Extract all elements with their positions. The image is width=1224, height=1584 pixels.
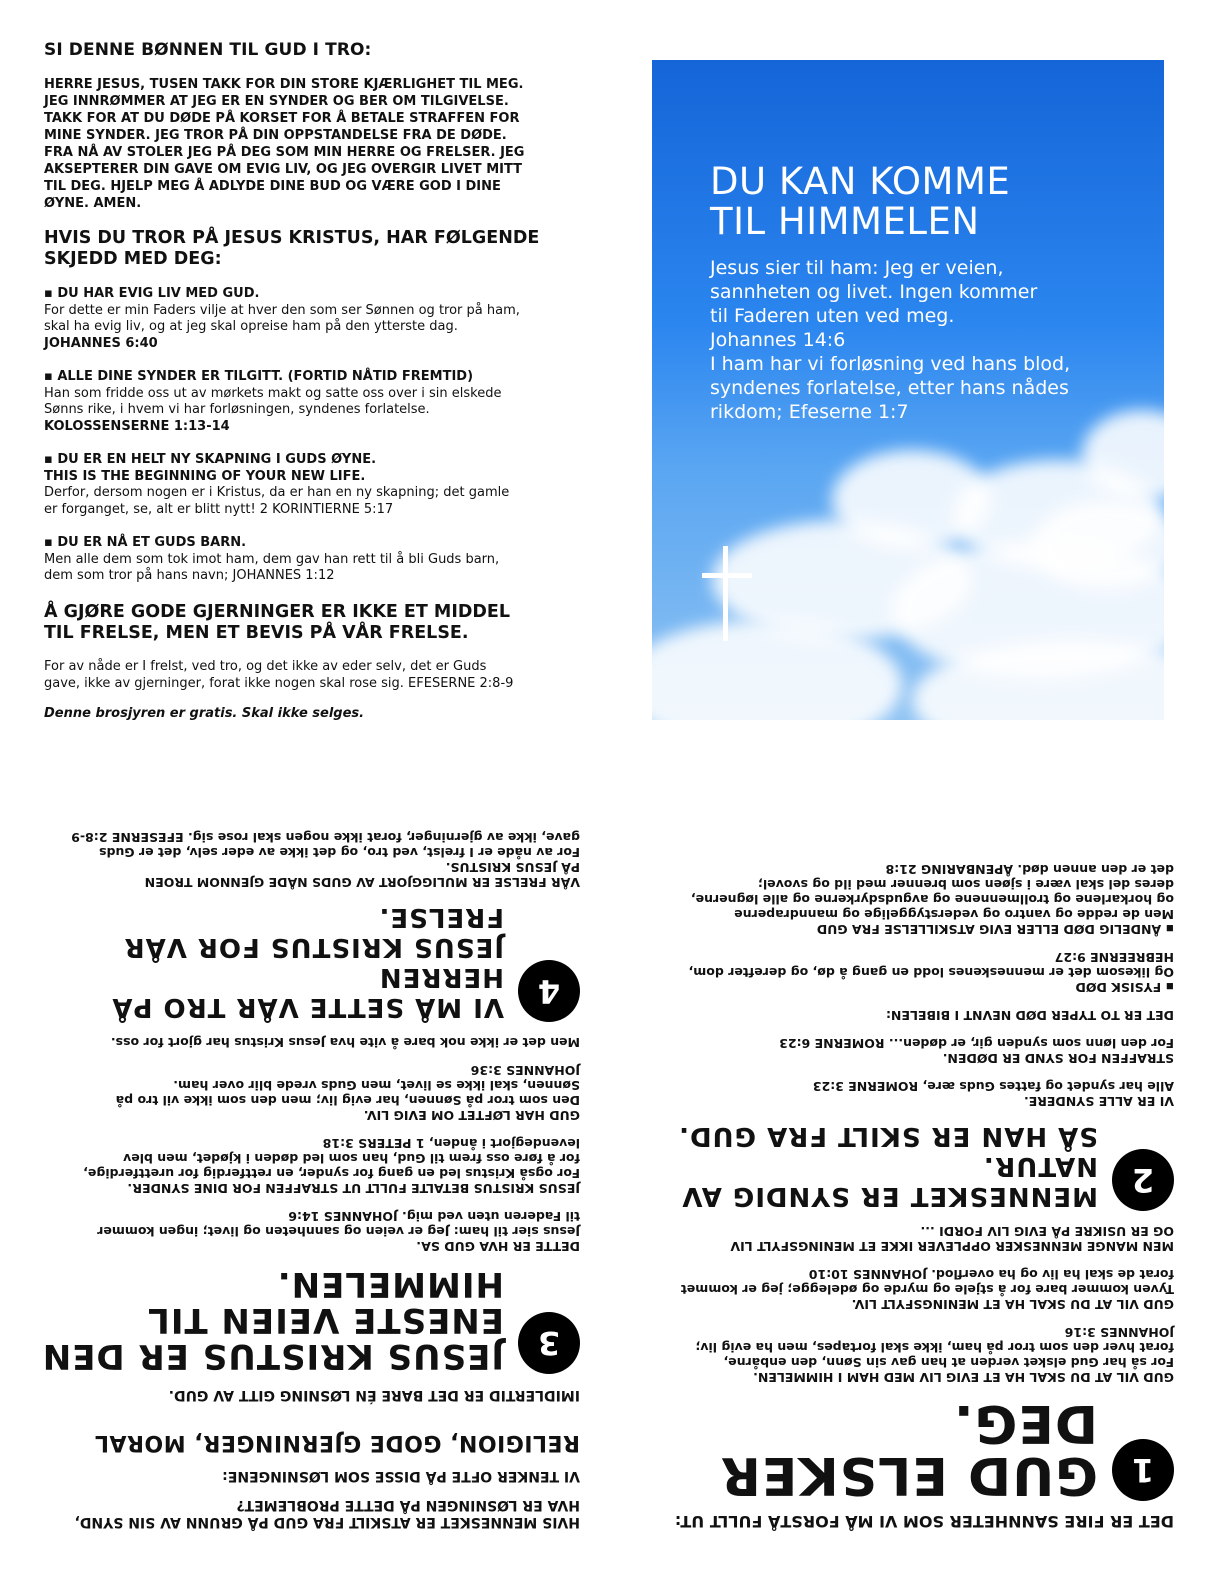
closing-line: For av nåde er I frelst, ved tro, og det ikke av eder selv, det er Guds bbox=[44, 658, 487, 674]
section-paragraph bbox=[634, 1325, 1174, 1385]
section-paragraph bbox=[634, 1079, 1174, 1109]
section-number-badge: 4 bbox=[518, 960, 580, 1022]
card-title-line: TIL HIMMELEN bbox=[710, 200, 980, 243]
assurance-head: ▪ ALLE DINE SYNDER ER TILGITT. (FORTID NÅTID FREMTID) bbox=[44, 369, 474, 384]
paragraph-line: HEBREERNE 9:27 bbox=[1054, 950, 1174, 965]
paragraph-line: JOHANNES 3:36 bbox=[470, 1063, 580, 1078]
section-title-line: MENNESKET ER SYNDIG AV NATUR. bbox=[681, 1151, 1098, 1211]
assurance-body: Derfor, dersom nogen er i Kristus, da er han en ny skapning; det gamle bbox=[44, 485, 510, 500]
card-verse-line: syndenes forlatelse, etter hans nådes bbox=[710, 377, 1069, 399]
closing-line: gave, ikke av gjerninger, forat ikke nogen skal rose sig. EFESERNE 2:8-9 bbox=[44, 675, 514, 691]
if-believe-heading-line: HVIS DU TROR PÅ JESUS KRISTUS, HAR FØLGENDE bbox=[44, 228, 540, 248]
solutions-subhead: RELIGION, GODE GJERNINGER, MORAL bbox=[94, 1430, 580, 1455]
card-verse-line: I ham har vi forløsning ved hans blod, bbox=[710, 353, 1071, 375]
assurance-body: Han som fridde oss ut av mørkets makt og satte oss over i sin elskede bbox=[44, 385, 502, 401]
section-title-line: VI MÅ SETTE VÅR TRO PÅ HERREN bbox=[111, 962, 504, 1022]
paragraph-line: forat hver den som tror på ham, ikke skal fortapes, men ha evig liv; bbox=[695, 1340, 1174, 1355]
paragraph-line: Og likesom det er menneskenes lodd en gang å dø, og derefter dom, bbox=[688, 965, 1174, 980]
paragraph-line: Tyven kommer bare for å stjele og myrde og ødelegge; jeg er kommet bbox=[680, 1282, 1174, 1297]
paragraph-line: For av nåde er I frelst, ved tro, og det ikke av eder selv, det er Guds bbox=[99, 845, 580, 860]
paragraph-lead: DETTE ER HVA GUD SA. bbox=[416, 1239, 580, 1254]
intro-line: DET ER FIRE SANNHETER SOM VI MÅ FORSTÅ FULLT UT: bbox=[674, 1512, 1174, 1531]
paragraph-lead: GUD VIL AT DU SKAL HA ET EVIG LIV MED HAM I HIMMELEN. bbox=[753, 1370, 1174, 1385]
section-title: GUD ELSKER DEG. bbox=[719, 1393, 1098, 1505]
assurance-head: ▪ DU HAR EVIG LIV MED GUD. bbox=[44, 286, 260, 301]
assurance-head: ▪ DU ER NÅ ET GUDS BARN. bbox=[44, 535, 247, 550]
prayer-heading: SI DENNE BØNNEN TIL GUD I TRO: bbox=[44, 40, 372, 60]
prayer-line: TIL DEG. HJELP MEG Å ADLYDE DINE BUD OG VÆRE GOD I DINE bbox=[44, 179, 501, 194]
panel-sections-3-4 bbox=[40, 830, 580, 1530]
card-verse-line: sannheten og livet. Ingen kommer bbox=[710, 281, 1038, 303]
section-1-header bbox=[634, 1393, 1174, 1505]
paragraph-lead: ▪ FYSISK DØD bbox=[1075, 980, 1174, 995]
assurance-ref: JOHANNES 6:40 bbox=[44, 335, 158, 351]
section-title-line: SÅ HAN ER SKILT FRA GUD. bbox=[678, 1121, 1098, 1151]
paragraph-lead: GUD HAR LØFTET OM EVIG LIV. bbox=[363, 1108, 580, 1123]
card-verse-line: Jesus sier til ham: Jeg er veien, bbox=[710, 257, 1004, 279]
paragraph-lead: DET ER TO TYPER DØD NEVNT I BIBELEN: bbox=[885, 1008, 1174, 1023]
paragraph-line: Den som tror på Sønnen, har evig liv; men den som ikke vil tro på bbox=[115, 1093, 580, 1108]
intro-line: IMIDLERTID ER DET BARE ÉN LØSNING GITT AV GUD. bbox=[168, 1387, 580, 1403]
section-title-line: HIMMELEN. bbox=[276, 1264, 504, 1304]
paragraph-line: og horkarlene og trollmennene og avgudsdyrkerne og alle løgnerne, bbox=[690, 892, 1174, 907]
paragraph-line: for å føre oss frem til Gud, han som led døden i kjødet, men blev bbox=[123, 1151, 580, 1166]
intro-line: VI TENKER OFTE PÅ DISSE SOM LØSNINGENE: bbox=[222, 1468, 580, 1484]
intro-line: HVIS MENNESKET ER ATSKILT FRA GUD PÅ GRUNN AV SIN SYND, bbox=[74, 1514, 580, 1530]
prayer-line: HERRE JESUS, TUSEN TAKK FOR DIN STORE KJÆRLIGHET TIL MEG. bbox=[44, 77, 524, 92]
cross-vertical bbox=[723, 546, 728, 641]
assurance-ref: KOLOSSENSERNE 1:13-14 bbox=[44, 418, 230, 434]
paragraph-lead: OG ER USIKRE PÅ EVIG LIV FORDI ... bbox=[920, 1224, 1174, 1239]
section-2-header bbox=[634, 1121, 1174, 1211]
paragraph-line: Sønnen, skal ikke se livet, men Guds vrede blir over ham. bbox=[173, 1078, 580, 1093]
section-number-badge: 3 bbox=[518, 1312, 580, 1374]
sky-card bbox=[652, 60, 1164, 720]
section-title bbox=[634, 1121, 1098, 1211]
intro-line: HVA ER LØSNINGEN PÅ DETTE PROBLEMET? bbox=[236, 1497, 580, 1513]
card-title-line: DU KAN KOMME bbox=[710, 160, 1011, 203]
assurance-point bbox=[44, 286, 604, 352]
closing-verse bbox=[44, 658, 604, 692]
card-verse bbox=[710, 256, 1130, 424]
section-title-line: ENESTE VEIEN TIL bbox=[147, 1300, 504, 1340]
section-paragraph bbox=[634, 1224, 1174, 1254]
paragraph-line: Men de redde og vantro og vederstyggelige og manndraperne bbox=[734, 907, 1174, 922]
prayer-line: MINE SYNDER. JEG TROR PÅ DIN OPPSTANDELSE FRA DE DØDE. bbox=[44, 128, 507, 143]
paragraph-line: Jesus sier til ham: Jeg er veien og sannheten og livet; ingen kommer bbox=[97, 1224, 580, 1239]
card-verse-line: til Faderen uten ved meg. bbox=[710, 305, 955, 327]
assurance-point bbox=[44, 369, 604, 435]
section-title-line: JESUS KRISTUS FOR VÅR FRELSE. bbox=[123, 902, 504, 962]
paragraph-line: For også Kristus led en gang for synder, en rettferdig for urettferdige, bbox=[83, 1166, 580, 1181]
section-paragraph bbox=[40, 830, 580, 890]
panel-sections-1-2 bbox=[634, 862, 1174, 1531]
section-paragraph bbox=[634, 1008, 1174, 1023]
paragraph-lead: ▪ ÅNDELIG DØD ELLER EVIG ATSKILLELSE FRA GUD bbox=[816, 922, 1174, 937]
section-title-line: JESUS KRISTUS ER DEN bbox=[41, 1336, 504, 1376]
paragraph-lead: VI ER ALLE SYNDERE. bbox=[1023, 1094, 1174, 1109]
prayer-line: JEG INNRØMMER AT JEG ER EN SYNDER OG BER OM TILGIVELSE. bbox=[44, 94, 509, 109]
if-believe-heading-line: SKJEDD MED DEG: bbox=[44, 249, 222, 269]
works-heading-line: TIL FRELSE, MEN ET BEVIS PÅ VÅR FRELSE. bbox=[44, 622, 469, 643]
paragraph-lead: PÅ JESUS KRISTUS. bbox=[445, 860, 580, 875]
section-3-header bbox=[40, 1266, 580, 1374]
section-paragraph bbox=[634, 862, 1174, 937]
section-paragraph bbox=[634, 1036, 1174, 1066]
paragraph-lead: GUD VIL AT DU SKAL HA ET MENINGSFYLT LIV. bbox=[851, 1297, 1174, 1312]
section-paragraph bbox=[40, 1209, 580, 1254]
assurance-point bbox=[44, 535, 604, 585]
paragraph-line: Men det er ikke nok bare å vite hva Jesus Kristus har gjort for oss. bbox=[110, 1035, 580, 1050]
prayer-line: AKSEPTERER DIN GAVE OM EVIG LIV, OG JEG OVERGIR LIVET MITT bbox=[44, 162, 523, 177]
prayer-line: TAKK FOR AT DU DØDE PÅ KORSET FOR Å BETALE STRAFFEN FOR bbox=[44, 111, 520, 126]
prayer-line: FRA NÅ AV STOLER JEG PÅ DEG SOM MIN HERRE OG FRELSER. JEG bbox=[44, 145, 525, 160]
assurance-body: For dette er min Faders vilje at hver den som ser Sønnen og tror på ham, bbox=[44, 302, 520, 318]
paragraph-lead: VÅR FRELSE ER MULIGGJORT AV GUDS NÅDE GJENNOM TROEN bbox=[144, 875, 580, 890]
free-note: Denne brosjyren er gratis. Skal ikke selges. bbox=[44, 705, 365, 721]
panel-intro bbox=[40, 1496, 580, 1530]
section-title bbox=[40, 902, 504, 1022]
paragraph-line: levendegjort i ånden, 1 PETERS 3:18 bbox=[322, 1136, 580, 1151]
paragraph-line: deres del skal være i sjøen som brenner med ild og svovel; bbox=[757, 877, 1174, 892]
section-paragraph bbox=[40, 1063, 580, 1123]
paragraph-line: gave, ikke av gjerninger, forat ikke nogen skal rose sig. EFESERNE 2:8-9 bbox=[71, 830, 580, 845]
paragraph-line: For så har Gud elsket verden at han gav sin Sønn, den enbårne, bbox=[723, 1355, 1174, 1370]
assurance-body: dem som tror på hans navn; JOHANNES 1:12 bbox=[44, 568, 335, 583]
card-verse-line: Johannes 14:6 bbox=[710, 329, 846, 351]
paragraph-line: til Faderen uten ved mig. JOHANNES 14:6 bbox=[288, 1209, 580, 1224]
assurance-body: Sønns rike, i hvem vi har forløsningen, syndenes forlatelse. bbox=[44, 402, 430, 417]
section-paragraph bbox=[634, 1267, 1174, 1312]
section-paragraph bbox=[40, 1035, 580, 1050]
assurance-body: er forganget, se, alt er blitt nytt! 2 KORINTIERNE 5:17 bbox=[44, 501, 394, 517]
prayer-panel bbox=[44, 40, 604, 721]
if-believe-heading bbox=[44, 228, 604, 270]
paragraph-lead: JESUS KRISTUS BETALTE FULLT UT STRAFFEN FOR DINE SYNDER. bbox=[127, 1181, 580, 1196]
section-4-header bbox=[40, 902, 580, 1022]
assurance-head: ▪ DU ER EN HELT NY SKAPNING I GUDS ØYNE. bbox=[44, 452, 377, 467]
paragraph-line: forat de skal ha liv og ha overflod. JOHANNES 10:10 bbox=[808, 1267, 1174, 1282]
prayer-text bbox=[44, 76, 604, 212]
cross-horizontal bbox=[702, 573, 752, 578]
section-paragraph bbox=[634, 950, 1174, 995]
section-paragraph bbox=[40, 1136, 580, 1196]
paragraph-line: JOHANNES 3:16 bbox=[1064, 1325, 1174, 1340]
assurance-subhead: THIS IS THE BEGINNING OF YOUR NEW LIFE. bbox=[44, 468, 366, 484]
paragraph-lead: MEN MANGE MENNESKER OPPLEVER IKKE ET MENINGSFYLT LIV bbox=[730, 1239, 1174, 1254]
card-verse-line: rikdom; Efeserne 1:7 bbox=[710, 401, 909, 423]
paragraph-line: Alle har syndet og fattes Guds ære, ROMERNE 3:23 bbox=[812, 1079, 1174, 1094]
assurance-body: Men alle dem som tok imot ham, dem gav han rett til å bli Guds barn, bbox=[44, 551, 500, 567]
paragraph-lead: STRAFFEN FOR SYND ER DØDEN. bbox=[942, 1051, 1174, 1066]
section-number-badge: 2 bbox=[1112, 1149, 1174, 1211]
assurance-point bbox=[44, 452, 604, 518]
assurance-body: skal ha evig liv, og at jeg skal opreise ham på den ytterste dag. bbox=[44, 319, 458, 334]
paragraph-line: det er den annen død. ÅPENBARING 21:8 bbox=[885, 862, 1174, 877]
works-heading-line: Å GJØRE GODE GJERNINGER ER IKKE ET MIDDEL bbox=[44, 601, 510, 622]
prayer-line: ØYNE. AMEN. bbox=[44, 196, 142, 211]
section-title bbox=[42, 1266, 504, 1374]
works-heading bbox=[44, 602, 604, 644]
section-number-badge: 1 bbox=[1112, 1439, 1174, 1501]
paragraph-line: For den lønn som synden gir, er døden... ROMERNE 6:23 bbox=[779, 1036, 1174, 1051]
card-title bbox=[710, 162, 1010, 242]
